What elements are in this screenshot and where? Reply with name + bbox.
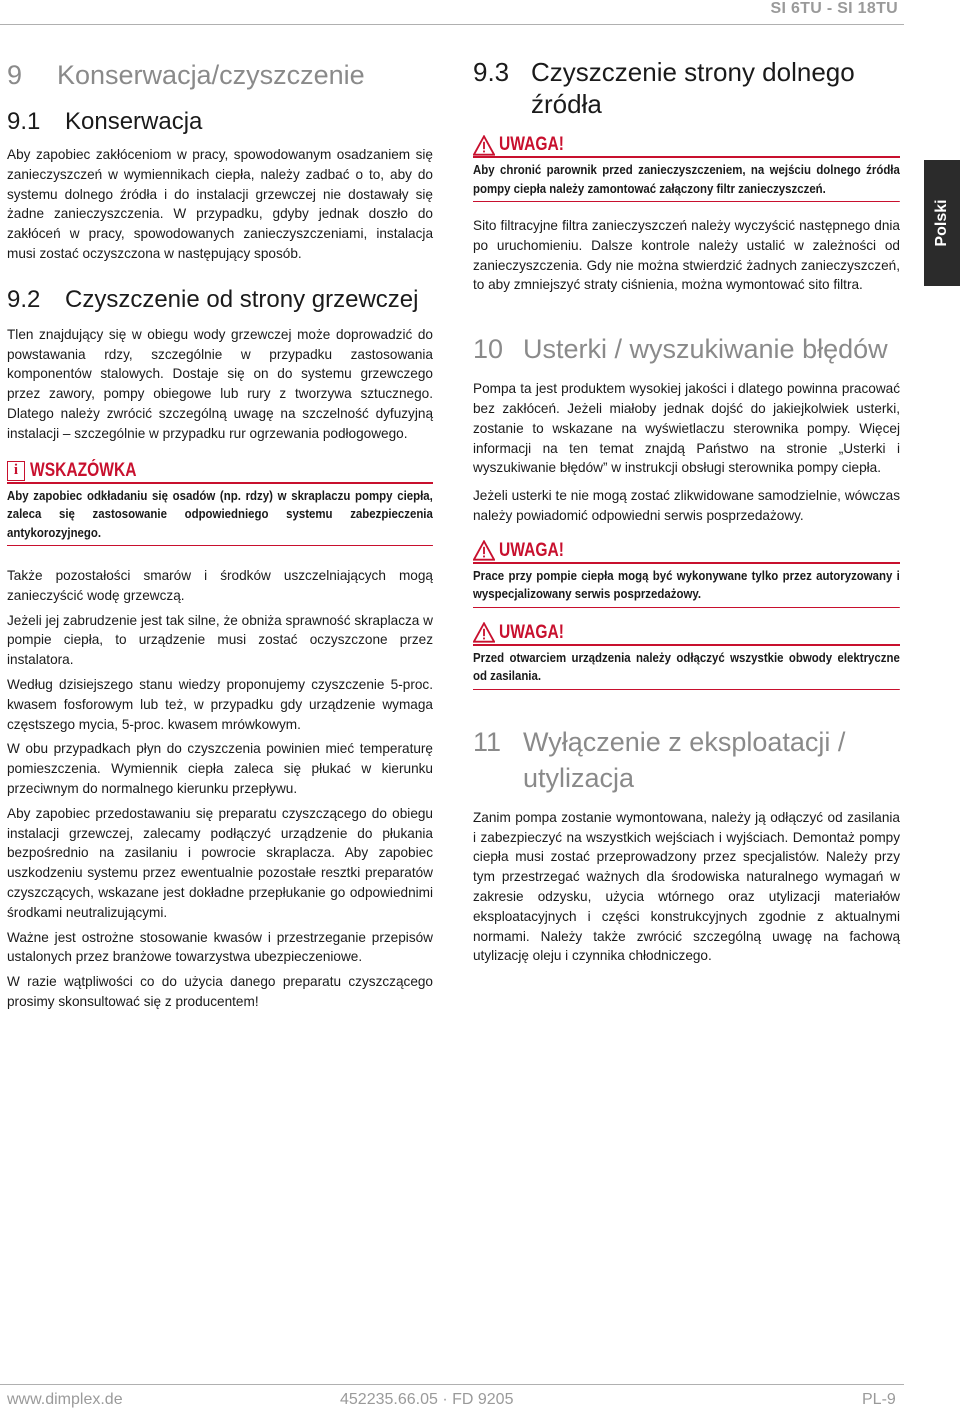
paragraph: Ważne jest ostrożne stosowanie kwasów i przestrzeganie przepisów ustalonych przez branżowe towarzystwa ubezpieczeniowe. <box>7 929 433 965</box>
paragraph: W obu przypadkach płyn do czyszczenia powinien mieć temperaturę pomieszczenia. Wymiennik ciepła zaleca się płukać w kierunku przeciwnym do normalnego kierunku przepływu. <box>7 741 433 797</box>
chapter-10-paragraph: Pompa ta jest produktem wysokiej jakości i dlatego powinna pracować bez zakłóceń. Jeżeli miałoby jednak dojść do jakiejkolwiek usterki, zostanie to wskazane na wyświetlaczu sterownika pompy. Więcej informacji na ten temat znajdą Państwo na stronie „Usterki i wyszukiwanie błędów” w instrukcji obsługi sterownika pompy ciepła. <box>473 381 900 476</box>
hint-box <box>7 460 433 547</box>
paragraph: W razie wątpliwości co do użycia danego preparatu czyszczącego prosimy skonsultować się z producentem! <box>7 974 433 1009</box>
section-9-3-paragraph: Sito filtracyjne filtra zanieczyszczeń należy wyczyścić następnego dnia po uruchomieniu. Dalsze kontrole należy ustalić w zależności od zanieczyszczenia. Gdy nie można stwierdzić żadnych zanieczyszczeń, to aby zmniejszyć straty ciśnienia, można wymontować sito filtra. <box>473 218 900 293</box>
footer-website: www.dimplex.de <box>7 1391 123 1408</box>
chapter-11-paragraph: Zanim pompa zostanie wymontowana, należy ją odłączyć od zasilania i zabezpieczyć na wszystkich wejściach i wyjściach. Demontaż pompy ciepła musi zostać przeprowadzony przez specjalistów. Należy przy tym przestrzegać ważnych dla środowiska naturalnego wymagań w zakresie odzysku, użycia wtórnego oraz utylizacji materiałów eksploatacyjnych i części konstrukcyjnych zgodnie z aktualnymi normami. Należy także zwrócić szczególną uwagę na fachową utylizację oleju i czynnika chłodniczego. <box>473 809 900 964</box>
section-9-3-heading <box>473 56 900 120</box>
section-title: Czyszczenie strony dolnego źródła <box>531 57 855 119</box>
warning-triangle-icon <box>473 622 495 643</box>
warning-title: UWAGA! <box>499 621 564 643</box>
language-tab-label: Polski <box>933 199 950 247</box>
warning-title: UWAGA! <box>499 539 564 561</box>
section-number: 9.1 <box>7 108 41 135</box>
chapter-10-heading <box>473 331 900 367</box>
warning-header <box>473 622 900 646</box>
chapter-title: Wyłączenie z eksploatacji / utylizacja <box>523 726 846 793</box>
warning-text: Przed otwarciem urządzenia należy odłączyć wszystkie obwody elektryczne od zasilania. <box>473 646 900 690</box>
paragraph: Według dzisiejszego stanu wiedzy proponujemy czyszczenie 5-proc. kwasem fosforowym lub też, w przypadku gdy urządzenie wymaga częstszego mycia, 5-proc. kwasem mrówkowym. <box>7 677 433 732</box>
section-number: 9.3 <box>473 57 510 87</box>
document-model-header: SI 6TU - SI 18TU <box>770 0 898 17</box>
warning-text: Aby chronić parownik przed zanieczyszczeniem, na wejściu dolnego źródła pompy ciepła należy zamontować załączony filtr zanieczyszczeń. <box>473 158 900 202</box>
chapter-number: 10 <box>473 334 504 365</box>
warning-triangle-icon <box>473 135 495 156</box>
chapter-title: Konserwacja/czyszczenie <box>57 60 365 90</box>
warning-box <box>473 622 900 690</box>
warning-text: Prace przy pompie ciepła mogą być wykonywane tylko przez autoryzowany i wyspecjalizowany serwis posprzedażowy. <box>473 564 900 608</box>
section-9-2-paragraph: Tlen znajdujący się w obiegu wody grzewczej może doprowadzić do powstawania rdzy, szczególnie w przypadku zastosowania komponentów stalowych. Dostaje się on do systemu grzewczego przez zawory, pompy obiegowe lub rury z tworzywa sztucznego. Dlatego należy zwrócić szczególną uwagę na szczelność dyfuzyjną instalacji – szczególnie w przypadku rur ogrzewania podłogowego. <box>7 326 433 441</box>
warning-title: UWAGA! <box>499 134 564 155</box>
chapter-11-heading <box>473 724 900 796</box>
footer-page-number: PL-9 <box>862 1391 896 1408</box>
paragraph: Jeżeli jej zabrudzenie jest tak silne, że obniża sprawność skraplacza w pompie ciepła, to urządzenie musi zostać oczyszczone przez instalatora. <box>7 612 433 668</box>
warning-box <box>473 134 900 202</box>
cleaning-paragraphs <box>7 566 433 1012</box>
section-number: 9.2 <box>7 285 41 313</box>
hint-header <box>7 460 433 484</box>
chapter-title: Usterki / wyszukiwanie błędów <box>523 334 888 365</box>
section-9-1-paragraph: Aby zapobiec zakłóceniom w pracy, spowodowanym osadzaniem się zanieczyszczeń w wymiennikach ciepła, należy zadbać o to, aby do systemu dolnego źródła i do instalacji grzewczej nie dostawały się żadne zanieczyszczenia. W przypadku, gdyby jednak doszło do zakłóceń w pracy, spowodowanych zanieczyszczeniami, instalacja musi zostać oczyszczona w następujący sposób. <box>7 147 433 261</box>
chapter-number: 9 <box>7 60 23 90</box>
hint-text: Aby zapobiec odkładaniu się osadów (np. rdzy) w skraplaczu pompy ciepła, zaleca się zastosowanie odpowiedniego systemu zabezpieczenia antykorozyjnego. <box>7 484 433 547</box>
section-title: Czyszczenie od strony grzewczej <box>65 285 419 313</box>
chapter-10-paragraph: Jeżeli usterki te nie mogą zostać zlikwidowane samodzielnie, wówczas należy powiadomić odpowiedni serwis posprzedażowy. <box>473 488 900 523</box>
warning-triangle-icon <box>473 540 495 561</box>
header-divider <box>0 24 904 25</box>
section-title: Konserwacja <box>65 108 203 135</box>
section-9-1-heading <box>7 106 433 137</box>
language-tab <box>924 160 960 286</box>
right-column <box>473 56 900 971</box>
chapter-9-heading <box>7 56 433 94</box>
footer-divider <box>0 1384 904 1385</box>
hint-title: WSKAZÓWKA <box>30 459 137 481</box>
left-column <box>7 56 433 1017</box>
warning-header <box>473 134 900 158</box>
warning-box <box>473 540 900 608</box>
paragraph: Aby zapobiec przedostawaniu się preparatu czyszczącego do obiegu instalacji grzewczej, zalecamy podłączyć urządzenie do płukania bezpośrednio na zasilaniu i powrocie skraplacza. Aby zapobiec uszkodzeniu systemu przez ewentualnie pozostałe resztki preparatów czyszczących, wskazane jest dokładne przepłukanie go odpowiednimi środkami neutralizującymi. <box>7 805 433 920</box>
info-icon: i <box>7 461 25 481</box>
warning-header <box>473 540 900 564</box>
paragraph: Także pozostałości smarów i środków uszczelniających mogą zanieczyścić wodę grzewczą. <box>7 568 433 603</box>
section-9-2-heading <box>7 284 433 315</box>
footer-doc-number: 452235.66.05 · FD 9205 <box>340 1391 514 1408</box>
chapter-number: 11 <box>473 726 502 757</box>
